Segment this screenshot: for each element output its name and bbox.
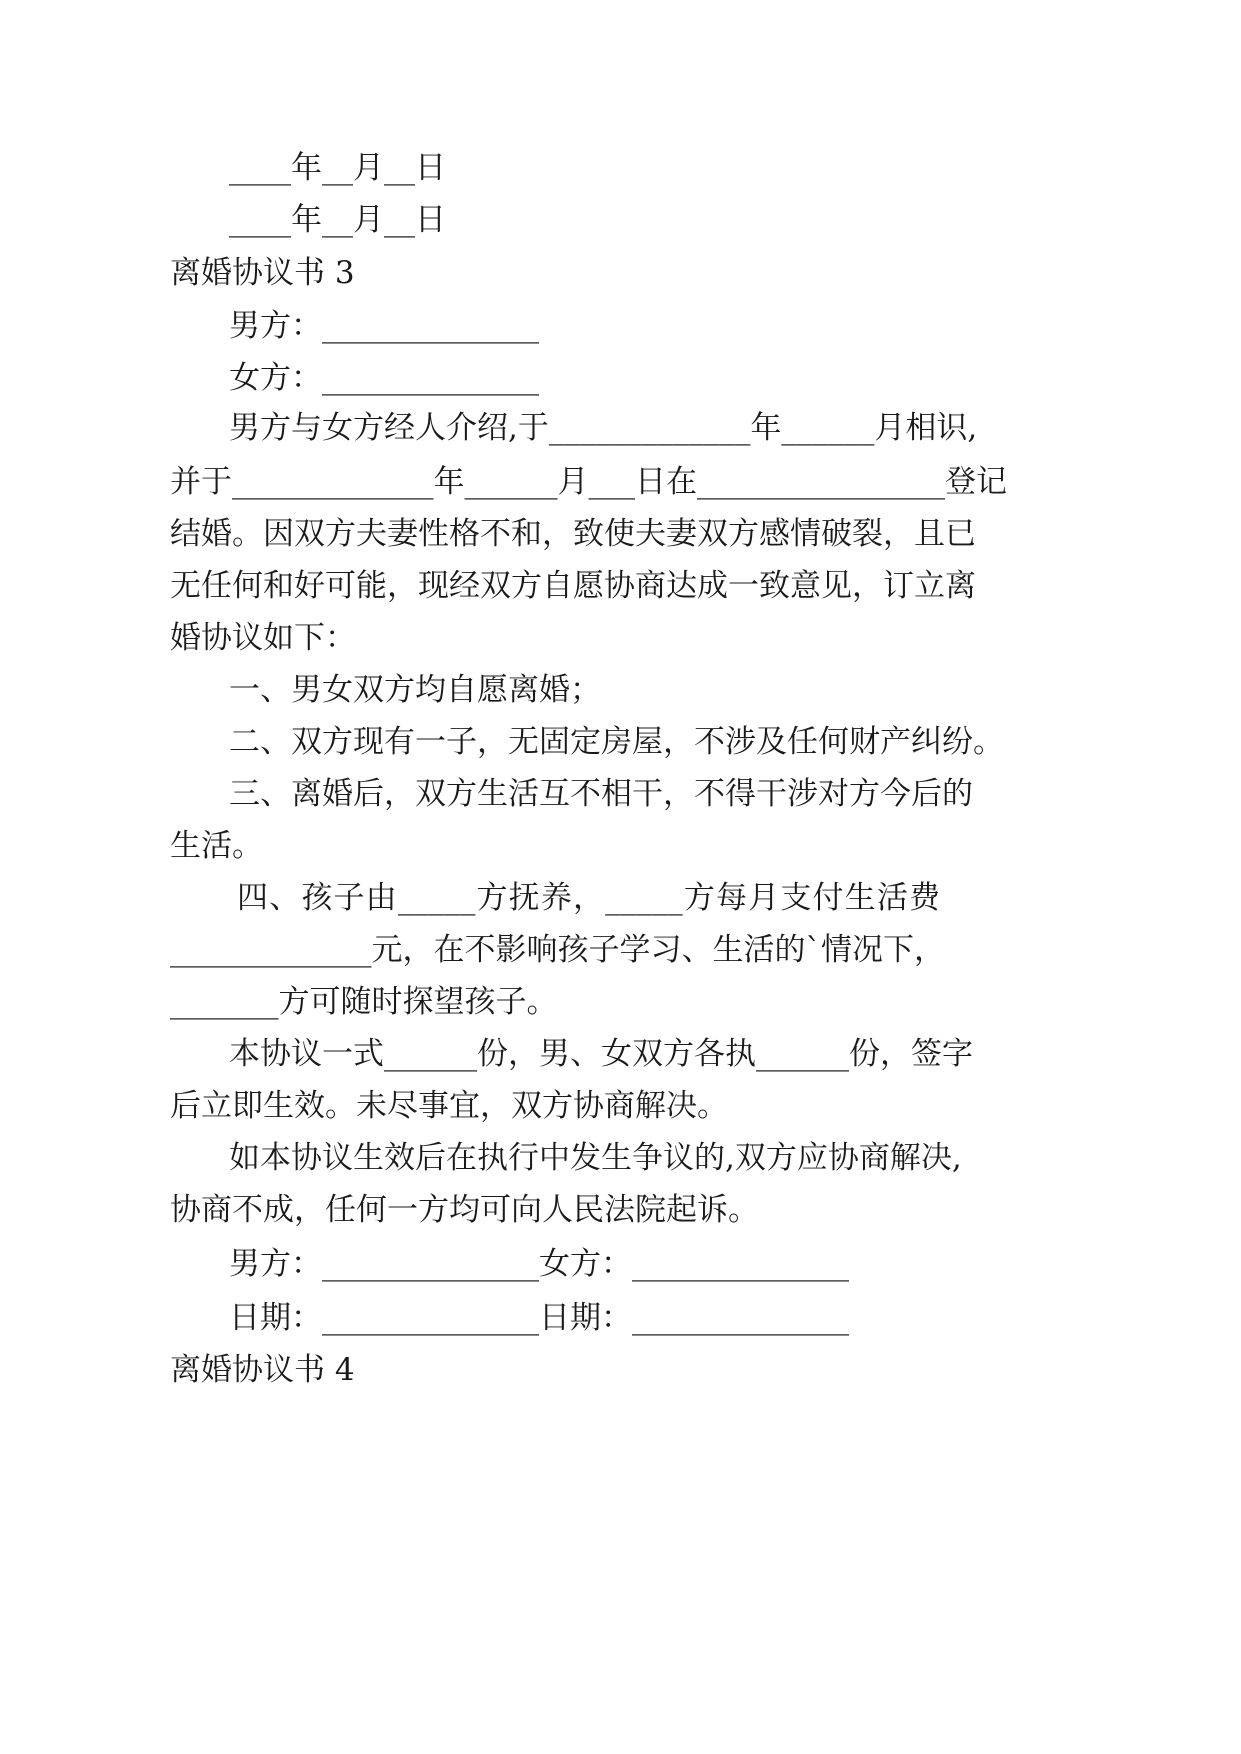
female-party-field: 女方：______________ xyxy=(229,360,539,396)
clause-2: 二、双方现有一子，无固定房屋，不涉及任何财产纠纷。 xyxy=(229,724,1004,760)
clause-1: 一、男女双方均自愿离婚； xyxy=(229,672,601,708)
clause-4-line-2: _____________元，在不影响孩子学习、生活的`情况下， xyxy=(170,932,945,968)
date-line-2: ____年__月__日 xyxy=(229,202,446,238)
clause-3-line-2: 生活。 xyxy=(170,828,263,864)
clause-4-line-1: 四、孩子由_____方抚养，_____方每月支付生活费 xyxy=(237,880,940,916)
intro-line-2: 并于_____________年______月___日在________________登记 xyxy=(170,464,1007,500)
dispute-line-1: 如本协议生效后在执行中发生争议的,双方应协商解决, xyxy=(229,1140,962,1176)
intro-line-1: 男方与女方经人介绍,于_____________年______月相识, xyxy=(229,410,978,446)
date-line-1: ____年__月__日 xyxy=(229,150,446,186)
copies-line-1: 本协议一式______份，男、女双方各执______份，签字 xyxy=(229,1036,973,1072)
section-title-4: 离婚协议书 4 xyxy=(170,1352,355,1388)
intro-line-4: 无任何和好可能，现经双方自愿协商达成一致意见，订立离 xyxy=(170,568,976,604)
signature-line: 男方：______________女方：______________ xyxy=(229,1246,849,1282)
clause-4-line-3: _______方可随时探望孩子。 xyxy=(170,984,558,1020)
signature-date-line: 日期：______________日期：______________ xyxy=(229,1300,849,1336)
intro-line-3: 结婚。因双方夫妻性格不和，致使夫妻双方感情破裂，且已 xyxy=(170,516,976,552)
copies-line-2: 后立即生效。未尽事宜，双方协商解决。 xyxy=(170,1088,728,1124)
male-party-field: 男方：______________ xyxy=(229,308,539,344)
dispute-line-2: 协商不成，任何一方均可向人民法院起诉。 xyxy=(170,1192,759,1228)
clause-3-line-1: 三、离婚后，双方生活互不相干，不得干涉对方今后的 xyxy=(229,776,973,812)
intro-line-5: 婚协议如下： xyxy=(170,620,356,656)
section-title-3: 离婚协议书 3 xyxy=(170,255,355,291)
